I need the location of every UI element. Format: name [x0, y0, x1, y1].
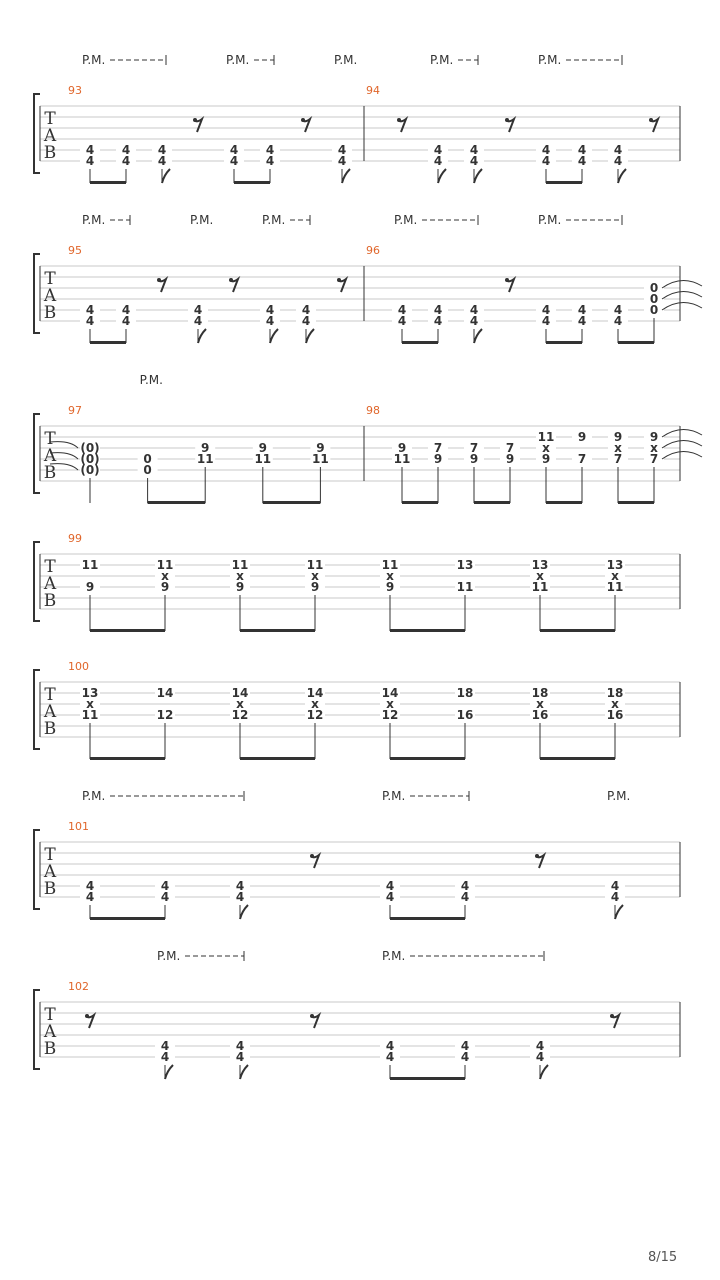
fret-number: 18: [531, 686, 549, 700]
tie-arc: [662, 451, 702, 459]
fret-number: 4: [535, 1050, 545, 1064]
fret-number: 11: [196, 452, 214, 466]
fret-number: 4: [469, 303, 479, 317]
fret-number: 7: [505, 441, 515, 455]
fret-number: 4: [397, 314, 407, 328]
palm-mute-label: P.M.: [262, 213, 286, 227]
fret-number: 16: [531, 708, 549, 722]
note-beam: [390, 757, 465, 760]
note-beam: [540, 757, 615, 760]
fret-number: 11: [606, 580, 624, 594]
measure-number: 96: [366, 244, 380, 257]
eighth-rest-dot: [301, 118, 305, 122]
fret-number: 4: [460, 1039, 470, 1053]
fret-number: 4: [397, 303, 407, 317]
note-beam: [546, 501, 582, 504]
eighth-rest-dot: [610, 1014, 614, 1018]
fret-number: 0: [143, 463, 152, 477]
palm-mute-label: P.M.: [82, 213, 106, 227]
dead-note: x: [161, 569, 169, 583]
fret-number: 13: [531, 558, 549, 572]
eighth-rest-dot: [229, 278, 233, 282]
fret-number: 7: [577, 452, 587, 466]
fret-number: 4: [385, 879, 395, 893]
fret-number: 0: [649, 303, 659, 317]
dead-note: x: [386, 569, 394, 583]
tab-clef-letter: A: [43, 574, 57, 594]
note-flag: [618, 169, 626, 183]
tab-clef-letter: A: [43, 286, 57, 306]
system-bracket: [34, 830, 40, 909]
fret-number: 0: [649, 292, 659, 306]
eighth-rest-dot: [535, 854, 539, 858]
fret-number: 9: [613, 430, 623, 444]
eighth-rest-dot: [85, 1014, 89, 1018]
dead-note: x: [650, 441, 658, 455]
note-beam: [546, 341, 582, 344]
system-bracket: [34, 542, 40, 621]
system-bracket: [34, 94, 40, 173]
fret-number: 14: [156, 686, 174, 700]
fret-number: 4: [469, 154, 479, 168]
fret-number: 16: [456, 708, 474, 722]
fret-number: 4: [85, 879, 95, 893]
note-beam: [263, 501, 321, 504]
fret-number: 0: [143, 452, 152, 466]
fret-number: 4: [235, 1039, 245, 1053]
fret-number: 4: [121, 303, 131, 317]
note-beam: [148, 501, 206, 504]
staff-system: [34, 670, 680, 760]
palm-mute-label: P.M.: [190, 213, 214, 227]
fret-number: 4: [265, 303, 275, 317]
system-bracket: [34, 670, 40, 749]
tab-clef-letter: B: [43, 879, 57, 899]
tie-arc: [662, 280, 702, 288]
dead-note: x: [536, 697, 544, 711]
fret-number: 4: [235, 890, 245, 904]
tab-clef-letter: T: [44, 109, 56, 129]
eighth-rest-dot: [310, 854, 314, 858]
note-flag: [474, 169, 482, 183]
fret-number: 4: [229, 143, 239, 157]
note-beam: [234, 181, 270, 184]
note-beam: [240, 757, 315, 760]
note-beam: [390, 1077, 465, 1080]
tab-clef-letter: A: [43, 862, 57, 882]
tab-clef-letter: T: [44, 557, 56, 577]
measure-number: 102: [68, 980, 89, 993]
staff-system: [34, 951, 680, 1080]
fret-number: 7: [613, 452, 623, 466]
fret-number: 4: [85, 303, 95, 317]
fret-number: 4: [85, 314, 95, 328]
note-flag: [306, 329, 314, 343]
fret-number: 4: [613, 143, 623, 157]
measure-number: 93: [68, 84, 82, 97]
fret-number: 4: [121, 154, 131, 168]
fret-number: 4: [460, 1050, 470, 1064]
dead-note: x: [614, 441, 622, 455]
dead-note: x: [542, 441, 550, 455]
fret-number: 4: [433, 314, 443, 328]
note-flag: [240, 905, 248, 919]
tab-clef-letter: A: [43, 126, 57, 146]
fret-number: 14: [306, 686, 324, 700]
note-beam: [90, 181, 126, 184]
fret-number: 14: [231, 686, 249, 700]
fret-number: 4: [235, 1050, 245, 1064]
fret-number: 4: [577, 143, 587, 157]
fret-number: 4: [433, 154, 443, 168]
dead-note: x: [386, 697, 394, 711]
fret-number: 4: [229, 154, 239, 168]
fret-number: 9: [397, 441, 407, 455]
fret-number: 13: [81, 686, 99, 700]
fret-number: 11: [456, 580, 474, 594]
fret-number: 12: [306, 708, 324, 722]
fret-number: 4: [613, 314, 623, 328]
fret-number: 4: [460, 879, 470, 893]
tie-arc: [662, 291, 702, 299]
note-flag: [474, 329, 482, 343]
fret-number: 11: [231, 558, 249, 572]
note-flag: [165, 1065, 173, 1079]
fret-number: 11: [381, 558, 399, 572]
fret-number: 4: [385, 1050, 395, 1064]
tie-arc: [662, 429, 702, 437]
tab-clef-letter: T: [44, 269, 56, 289]
eighth-rest-dot: [157, 278, 161, 282]
fret-number: 9: [433, 452, 443, 466]
fret-number: 9: [235, 580, 245, 594]
system-bracket: [34, 414, 40, 493]
fret-number: 4: [85, 154, 95, 168]
tab-clef-letter: B: [43, 1039, 57, 1059]
fret-number: 4: [85, 143, 95, 157]
fret-number: (0): [80, 441, 100, 455]
dead-note: x: [311, 697, 319, 711]
note-beam: [390, 629, 465, 632]
measure-number: 100: [68, 660, 89, 673]
fret-number: 4: [121, 314, 131, 328]
fret-number: 9: [310, 580, 320, 594]
note-flag: [240, 1065, 248, 1079]
fret-number: 4: [535, 1039, 545, 1053]
fret-number: 11: [393, 452, 411, 466]
note-flag: [270, 329, 278, 343]
fret-number: 12: [231, 708, 249, 722]
tab-clef-letter: B: [43, 143, 57, 163]
fret-number: 4: [193, 303, 203, 317]
fret-number: 7: [649, 452, 659, 466]
note-beam: [546, 181, 582, 184]
fret-number: 4: [157, 154, 167, 168]
fret-number: 11: [156, 558, 174, 572]
fret-number: (0): [80, 452, 100, 466]
fret-number: 4: [337, 154, 347, 168]
fret-number: 11: [531, 580, 549, 594]
page-number: 8/15: [648, 1250, 678, 1265]
fret-number: 11: [81, 708, 99, 722]
note-beam: [618, 501, 654, 504]
fret-number: 9: [201, 441, 210, 455]
tab-clef-letter: T: [44, 1005, 56, 1025]
fret-number: 4: [85, 890, 95, 904]
fret-number: 9: [649, 430, 659, 444]
note-beam: [90, 629, 165, 632]
fret-number: 4: [541, 154, 551, 168]
eighth-rest-dot: [397, 118, 401, 122]
measure-number: 101: [68, 820, 89, 833]
note-beam: [90, 917, 165, 920]
staff-system: [34, 414, 702, 504]
fret-number: 9: [316, 441, 325, 455]
fret-number: 18: [456, 686, 474, 700]
fret-number: 4: [610, 879, 620, 893]
fret-number: 4: [121, 143, 131, 157]
fret-number: 4: [541, 143, 551, 157]
fret-number: 13: [606, 558, 624, 572]
tab-clef-letter: B: [43, 463, 57, 483]
system-bracket: [34, 254, 40, 333]
note-beam: [90, 757, 165, 760]
fret-number: 16: [606, 708, 624, 722]
fret-number: 0: [649, 281, 659, 295]
palm-mute-label: P.M.: [226, 53, 250, 67]
note-beam: [402, 341, 438, 344]
tab-clef-letter: T: [44, 429, 56, 449]
note-flag: [198, 329, 206, 343]
fret-number: 4: [577, 314, 587, 328]
tie-arc: [662, 440, 702, 448]
fret-number: 4: [301, 314, 311, 328]
note-flag: [540, 1065, 548, 1079]
fret-number: 4: [193, 314, 203, 328]
fret-number: 4: [160, 879, 170, 893]
fret-number: 11: [306, 558, 324, 572]
staff-system: [34, 215, 702, 344]
eighth-rest-dot: [193, 118, 197, 122]
dead-note: x: [236, 569, 244, 583]
fret-number: 4: [541, 314, 551, 328]
fret-number: 4: [541, 303, 551, 317]
fret-number: 4: [385, 1039, 395, 1053]
fret-number: 4: [265, 314, 275, 328]
fret-number: 11: [312, 452, 329, 466]
palm-mute-label: P.M.: [82, 53, 106, 67]
fret-number: 9: [385, 580, 395, 594]
measure-number: 99: [68, 532, 82, 545]
palm-mute-label: P.M.: [607, 789, 631, 803]
palm-mute-label: P.M.: [538, 213, 562, 227]
fret-number: 4: [265, 143, 275, 157]
fret-number: 11: [254, 452, 272, 466]
note-beam: [240, 629, 315, 632]
palm-mute-label: P.M.: [538, 53, 562, 67]
tab-clef-letter: T: [44, 685, 56, 705]
tab-clef-letter: T: [44, 845, 56, 865]
fret-number: 12: [156, 708, 174, 722]
note-beam: [540, 629, 615, 632]
fret-number: 4: [160, 1050, 170, 1064]
measure-number: 95: [68, 244, 82, 257]
note-beam: [402, 501, 438, 504]
fret-number: 11: [81, 558, 99, 572]
fret-number: 18: [606, 686, 624, 700]
fret-number: 4: [265, 154, 275, 168]
fret-number: 4: [157, 143, 167, 157]
palm-mute-label: P.M.: [334, 53, 358, 67]
measure-number: 97: [68, 404, 82, 417]
fret-number: 9: [258, 441, 267, 455]
fret-number: 4: [301, 303, 311, 317]
fret-number: 4: [160, 1039, 170, 1053]
fret-number: 7: [433, 441, 443, 455]
note-flag: [342, 169, 350, 183]
palm-mute-label: P.M.: [430, 53, 454, 67]
eighth-rest-dot: [505, 278, 509, 282]
note-beam: [90, 341, 126, 344]
palm-mute-label: P.M.: [139, 373, 163, 387]
eighth-rest-dot: [337, 278, 341, 282]
fret-number: 4: [385, 890, 395, 904]
staff-system: [34, 542, 680, 632]
dead-note: x: [311, 569, 319, 583]
fret-number: 9: [541, 452, 551, 466]
eighth-rest-dot: [310, 1014, 314, 1018]
dead-note: x: [236, 697, 244, 711]
tab-clef-letter: B: [43, 719, 57, 739]
palm-mute-label: P.M.: [382, 949, 406, 963]
fret-number: 9: [85, 580, 95, 594]
fret-number: 4: [433, 143, 443, 157]
fret-number: 4: [469, 143, 479, 157]
tab-clef-letter: A: [43, 1022, 57, 1042]
eighth-rest-dot: [649, 118, 653, 122]
fret-number: 4: [613, 303, 623, 317]
fret-number: 4: [613, 154, 623, 168]
fret-number: 12: [381, 708, 399, 722]
dead-note: x: [536, 569, 544, 583]
dead-note: x: [611, 697, 619, 711]
tab-clef-letter: B: [43, 303, 57, 323]
note-flag: [162, 169, 170, 183]
palm-mute-label: P.M.: [382, 789, 406, 803]
note-beam: [474, 501, 510, 504]
fret-number: 4: [577, 303, 587, 317]
fret-number: 4: [610, 890, 620, 904]
note-flag: [438, 169, 446, 183]
tab-clef-letter: A: [43, 702, 57, 722]
staff-system: [34, 791, 680, 920]
measure-number: 98: [366, 404, 380, 417]
fret-number: 4: [577, 154, 587, 168]
fret-number: 4: [469, 314, 479, 328]
fret-number: 4: [460, 890, 470, 904]
note-beam: [390, 917, 465, 920]
fret-number: (0): [80, 463, 100, 477]
fret-number: 13: [456, 558, 474, 572]
fret-number: 4: [433, 303, 443, 317]
tab-clef-letter: B: [43, 591, 57, 611]
eighth-rest-dot: [505, 118, 509, 122]
note-beam: [618, 341, 654, 344]
fret-number: 4: [235, 879, 245, 893]
fret-number: 4: [337, 143, 347, 157]
dead-note: x: [86, 697, 94, 711]
fret-number: 11: [537, 430, 555, 444]
fret-number: 9: [577, 430, 587, 444]
tab-clef-letter: A: [43, 446, 57, 466]
fret-number: 14: [381, 686, 399, 700]
fret-number: 4: [160, 890, 170, 904]
palm-mute-label: P.M.: [157, 949, 181, 963]
fret-number: 7: [469, 441, 479, 455]
palm-mute-label: P.M.: [394, 213, 418, 227]
system-bracket: [34, 990, 40, 1069]
note-flag: [615, 905, 623, 919]
palm-mute-label: P.M.: [82, 789, 106, 803]
fret-number: 9: [469, 452, 479, 466]
fret-number: 9: [160, 580, 170, 594]
fret-number: 9: [505, 452, 515, 466]
dead-note: x: [611, 569, 619, 583]
tie-arc: [662, 302, 702, 310]
measure-number: 94: [366, 84, 380, 97]
